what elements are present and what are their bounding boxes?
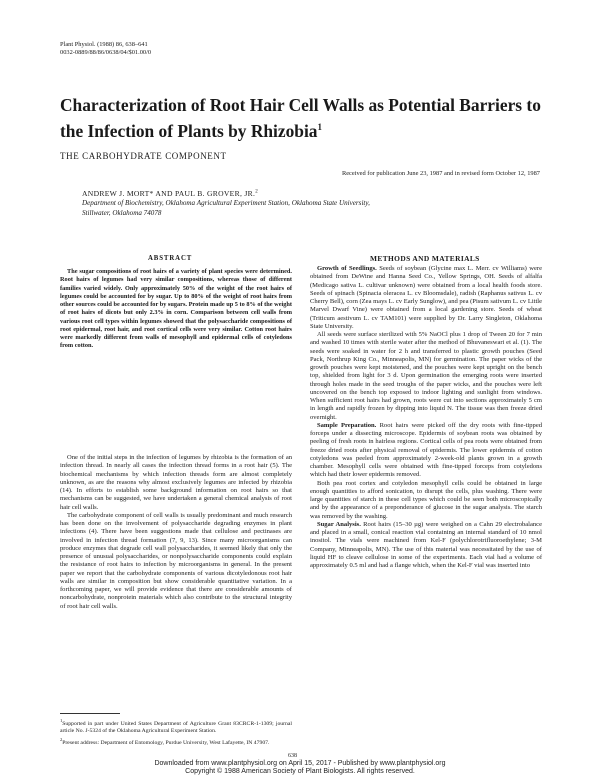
sample-text: Root hairs were picked off the dry roots with fine-tipped forceps under a dissecting microscope. Epidermis of soybean roots was obtained by peeling of fresh roots in hairless regions. Cortical cells of pea roots were obtained from freeze dried roots after physical removal of epidermis. The lower epidermis of cotton cotyledons was peeled from approximately 2-week-old plants grown in a growth chamber. Mesophyll cells were obtained with fine-tipped forceps from cotyledons which had their lower epidermis removed.: [310, 421, 543, 479]
download-notice: [0, 760, 600, 776]
footnote-2-text: Present address: Department of Entomology, Purdue University, West Lafayette, IN 47907.: [62, 739, 270, 746]
download-line: Downloaded from www.plantphysiol.org on April 15, 2017 - Published by www.plantphysiol.org: [154, 760, 446, 767]
footnotes: [60, 718, 292, 749]
title-text: Characterization of Root Hair Cell Walls as Potential Barriers to the Infection of Plants by Rhizobia: [60, 95, 541, 141]
abstract-heading: ABSTRACT: [148, 255, 193, 262]
methods-growth-paragraph: [310, 265, 542, 331]
footnote-rule: [60, 713, 120, 714]
footnote-2: $^2$Present address: Department of Entomology, Purdue University, West Lafayette, IN 47907.: [60, 736, 270, 746]
growth-text: Seeds of soybean (Glycine max L. Merr. cv Williams) were obtained from DeWine and Hanna Seed Co., Yellow Springs, OH. Seeds of alfalfa (Medicago sativa L. cultivar unknown) were obtained from a local health foods store. Seeds of spinach (Spinacia oleracea L. cv Bloomsdale), radish (Raphanus sativus L. cv Cherry Bell), corn (Zea mays L. cv Early Sunglow), and pea (Pisum sativum L. cv Little Marvel Dwarf Vine) were obtained from a local gardening store. Seeds of wheat (Triticum aestivum L. cv TAM101) were supplied by Dr. Larry Singleton, Oklahoma State University.: [310, 265, 542, 330]
author-list: [82, 189, 258, 198]
affiliation-line-2: Stillwater, Oklahoma 74078: [82, 208, 162, 217]
article-title: [60, 94, 560, 142]
methods-sterilization-paragraph: All seeds were surface sterilized with 5% NaOCl plus 1 drop of Tween 20 for 7 min and washed 10 times with sterile water after the method of Bhuvaneswari et al. (1). The seeds were soaked in water for 2 h and transferred to plastic growth pouches (Seed Pack, Northrup King Co., Minneapolis, MN) for germination. The paper wicks of the growth pouches were kept moistened, and the pouches were kept upright on the bench top, shielded from light for 3 d. Upon germination the emerging roots were inserted through holes made in the seed troughs of the paper wicks, and the pouches were left uncovered on the bench top exposed to indoor lighting and sunlight from windows. When sufficient root hairs had grown, roots were cut into sections approximately 5 cm in length and rapidly frozen by dipping into liquid N. The tissue was then freeze dried overnight.: [310, 331, 542, 421]
methods-sugar-paragraph: [310, 521, 542, 571]
article-subtitle: THE CARBOHYDRATE COMPONENT: [60, 151, 227, 161]
introduction: [60, 454, 292, 611]
methods-section: [310, 265, 542, 570]
journal-code: 0032-0889/88/86/0638/04/$01.00/0: [60, 49, 152, 56]
methods-cortex-paragraph: Both pea root cortex and cotyledon mesophyll cells could be obtained in large enough quantities to afford sonication, to disrupt the cells, plus washing. There were large quantities of starch in these cell types which could be seen both microscopically and by the appearance of a preponderance of glucose in the sugar analysis. The starch was removed by the washing.: [310, 479, 542, 520]
received-date: Received for publication June 23, 1987 and in revised form October 12, 1987: [341, 170, 540, 177]
intro-paragraph-1: One of the initial steps in the infection of legumes by rhizobia is the formation of an infection thread. In nearly all cases the infection thread forms in a root hair (5). The biochemical mechanisms by which infection threads form are almost completely unknown, as are the reasons why almost exclusively legumes are infected by rhizobia (14). In efforts to establish some background information on root hairs so that mechanisms can be suggested, we have undertaken a general chemical analysis of root hair cell walls.: [60, 454, 292, 511]
abstract-text: The sugar compositions of root hairs of a variety of plant species were determined. Root hairs of legumes had very similar compositions, whereas those of different families varied widely. Only approximately 50% of the weight of the root hairs of legumes could be accounted for by sugar. Up to 80% of the weight of root hairs from other sources could be accounted for by sugars. Protein made up 5 to 8% of the weight of root hairs of dicots but only 2.3% in corn. Comparison between cell walls from various root cell types within legumes showed that the polysaccharide compositions of root epidermal, root hair, and root cortical cells were very similar. Cotton root hairs were markedly different from walls of mesophyll and epidermal cells of cotyledons from cotton.: [60, 268, 292, 350]
abstract-block: [60, 268, 292, 351]
footnote-1: $^1$Supported in part under United States Department of Agriculture Grant 83CRCR-1-1309; journal article No. J-5324 of the Oklahoma Agricultural Experiment Station.: [60, 718, 292, 734]
title-footnote-mark: 1: [317, 122, 322, 132]
sample-subheading: Sample Preparation.: [317, 421, 377, 429]
methods-sample-paragraph: [310, 422, 542, 480]
sugar-text: Root hairs (15–30 µg) were weighed on a Cahn 29 electrobalance and placed in a small, conical reaction vial containing an internal standard of 10 nmol inositol. The vials were machined from Kel-F (polychlorotrifluoroethylene; 3-M Company, Minneapolis, MN). The use of this material was necessitated by the use of liquid HF to cleave cellulose in some of the experiments. Each vial had a volume of approximately 0.5 ml and had a flange which, when the Kel-F vial was inserted into: [310, 520, 542, 569]
sugar-subheading: Sugar Analysis.: [317, 520, 361, 528]
footnote-1-text: Supported in part under United States Department of Agriculture Grant 83CRCR-1-1309; journal article No. J-5324 of the Oklahoma Agricultural Experiment Station.: [60, 720, 292, 734]
journal-citation: Plant Physiol. (1988) 86, 638–641: [60, 41, 148, 48]
page-number: 638: [288, 753, 297, 759]
author-footnote-mark: 2: [255, 189, 259, 195]
growth-subheading: Growth of Seedlings.: [317, 265, 377, 272]
affiliation: [82, 199, 370, 218]
affiliation-line-1: Department of Biochemistry, Oklahoma Agricultural Experiment Station, Oklahoma State University,: [82, 199, 370, 207]
methods-heading: METHODS AND MATERIALS: [370, 254, 480, 263]
authors-text: ANDREW J. MORT* AND PAUL B. GROVER, JR.: [82, 189, 256, 198]
copyright-line: Copyright © 1988 American Society of Plant Biologists. All rights reserved.: [185, 768, 415, 775]
intro-paragraph-2: The carbohydrate component of cell walls is usually predominant and much research has been done on the involvement of polysaccharide degrading enzymes in plant infections (4). There have been suggestions made that cellulose and pectinases are involved in infection thread formation (7, 9, 13). Since many microorganisms can produce enzymes that degrade cell wall polysaccharides, it seemed likely that only the presence of unusual polysaccharides, or nonpolysaccharide components could explain the resistance of root hairs to infection by microorganisms in general. In the present paper we report that the carbohydrate components of various dicotyledonous root hair walls are similar in composition but show considerable quantitative variation. In a forthcoming paper, we will provide evidence that there are considerable amounts of noncarbohydrate, nonprotein materials which also contribute to the structural integrity of root hair cell walls.: [60, 511, 292, 610]
